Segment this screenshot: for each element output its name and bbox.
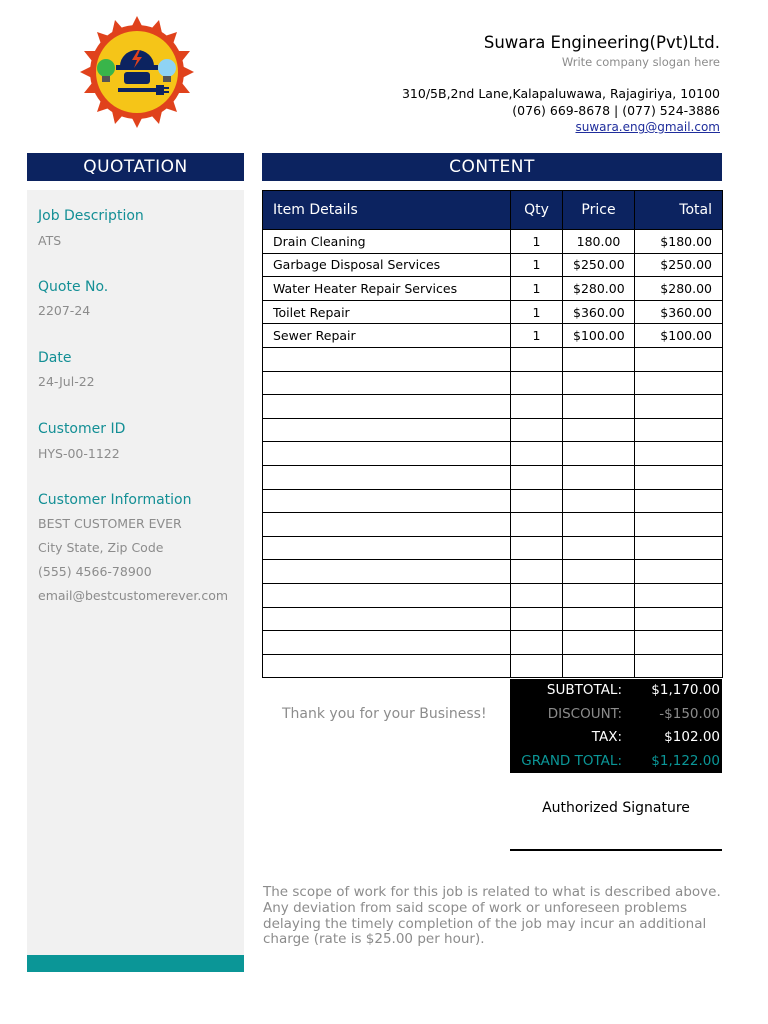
customer-name: BEST CUSTOMER EVER [38, 516, 182, 531]
cell-price [563, 631, 635, 655]
cell-price: $250.00 [563, 253, 635, 277]
table-row [263, 230, 723, 254]
table-row [263, 583, 723, 607]
cell-total [635, 536, 723, 560]
cell-item [263, 465, 511, 489]
cell-qty [511, 395, 563, 419]
date-value: 24-Jul-22 [38, 374, 95, 389]
customer-info-label: Customer Information [38, 492, 192, 508]
cell-item: Sewer Repair [263, 324, 511, 348]
table-row [263, 654, 723, 678]
company-phones: (076) 669-8678 | (077) 524-3886 [512, 103, 720, 118]
table-row [263, 513, 723, 537]
content-header: CONTENT [262, 153, 722, 181]
customer-email: email@bestcustomerever.com [38, 588, 229, 603]
cell-qty [511, 347, 563, 371]
date-label: Date [38, 350, 72, 366]
table-row [263, 347, 723, 371]
discount-label: DISCOUNT: [547, 705, 622, 722]
cell-qty [511, 371, 563, 395]
table-row [263, 277, 723, 301]
cell-total [635, 654, 723, 678]
thank-you-note: Thank you for your Business! [282, 706, 487, 722]
column-header-total: Total [635, 191, 723, 230]
cell-total [635, 465, 723, 489]
customer-id-label: Customer ID [38, 421, 126, 437]
cell-total [635, 489, 723, 513]
cell-item [263, 631, 511, 655]
table-row [263, 489, 723, 513]
cell-qty [511, 560, 563, 584]
signature-label: Authorized Signature [542, 800, 690, 816]
company-slogan: Write company slogan here [561, 55, 720, 69]
cell-qty [511, 631, 563, 655]
table-row [263, 253, 723, 277]
cell-item: Water Heater Repair Services [263, 277, 511, 301]
column-header-qty: Qty [511, 191, 563, 230]
column-header-price: Price [563, 191, 635, 230]
cell-price: $100.00 [563, 324, 635, 348]
cell-total: $360.00 [635, 300, 723, 324]
cell-item: Drain Cleaning [263, 230, 511, 254]
company-name: Suwara Engineering(Pvt)Ltd. [483, 33, 720, 52]
totals-box [510, 679, 722, 773]
cell-price [563, 513, 635, 537]
cell-qty [511, 418, 563, 442]
cell-price [563, 560, 635, 584]
cell-item [263, 442, 511, 466]
cell-qty: 1 [511, 230, 563, 254]
cell-qty [511, 536, 563, 560]
table-row [263, 607, 723, 631]
cell-total [635, 418, 723, 442]
cell-price [563, 395, 635, 419]
terms-text: The scope of work for this job is related to what is described above. Any deviation from said scope of work or unforeseen problems delaying the timely completion of the job may incur an additional charge (rate is $25.00 per hour). [263, 884, 721, 948]
company-address: 310/5B,2nd Lane,Kalapaluwawa, Rajagiriya, 10100 [401, 86, 720, 101]
cell-item [263, 395, 511, 419]
discount-row [510, 703, 722, 727]
tax-label: TAX: [591, 729, 622, 745]
cell-price [563, 442, 635, 466]
cell-qty [511, 654, 563, 678]
cell-item [263, 489, 511, 513]
cell-total: $250.00 [635, 253, 723, 277]
cell-qty [511, 607, 563, 631]
table-row [263, 371, 723, 395]
table-row [263, 395, 723, 419]
cell-price [563, 465, 635, 489]
cell-price [563, 489, 635, 513]
table-row [263, 536, 723, 560]
cell-price [563, 418, 635, 442]
cell-total: $180.00 [635, 230, 723, 254]
cell-qty [511, 489, 563, 513]
table-row [263, 631, 723, 655]
cell-item [263, 347, 511, 371]
cell-total: $100.00 [635, 324, 723, 348]
company-email-link[interactable]: suwara.eng@gmail.com [575, 120, 720, 134]
cell-item [263, 560, 511, 584]
table-row [263, 300, 723, 324]
tax-row [510, 726, 722, 750]
cell-qty: 1 [511, 253, 563, 277]
cell-item: Garbage Disposal Services [263, 253, 511, 277]
subtotal-row [510, 679, 722, 703]
cell-total [635, 442, 723, 466]
quote-no-label: Quote No. [38, 279, 109, 295]
cell-item: Toilet Repair [263, 300, 511, 324]
items-table [262, 190, 723, 678]
table-row [263, 442, 723, 466]
job-description-value: ATS [38, 233, 62, 248]
cell-qty [511, 465, 563, 489]
cell-total [635, 395, 723, 419]
cell-qty [511, 583, 563, 607]
cell-item [263, 654, 511, 678]
cell-total: $280.00 [635, 277, 723, 301]
cell-item [263, 536, 511, 560]
customer-phone: (555) 4566-78900 [38, 564, 152, 579]
cell-total [635, 631, 723, 655]
cell-price [563, 371, 635, 395]
job-description-label: Job Description [38, 208, 144, 224]
cell-qty: 1 [511, 300, 563, 324]
customer-id-value: HYS-00-1122 [38, 446, 120, 461]
cell-qty [511, 513, 563, 537]
cell-price: $280.00 [563, 277, 635, 301]
cell-total [635, 513, 723, 537]
cell-total [635, 560, 723, 584]
table-row [263, 418, 723, 442]
cell-qty: 1 [511, 324, 563, 348]
table-header-row [263, 191, 723, 230]
column-header-item: Item Details [263, 191, 511, 230]
discount-value: -$150.00 [659, 705, 720, 722]
quote-no-value: 2207-24 [38, 303, 91, 318]
subtotal-label: SUBTOTAL: [546, 682, 622, 698]
tax-value: $102.00 [664, 729, 720, 745]
table-row [263, 324, 723, 348]
cell-total [635, 371, 723, 395]
cell-item [263, 607, 511, 631]
cell-total [635, 347, 723, 371]
items-body [263, 230, 723, 678]
cell-qty [511, 442, 563, 466]
company-logo [72, 14, 202, 130]
signature-line [510, 849, 722, 851]
customer-city: City State, Zip Code [38, 540, 164, 555]
cell-price [563, 536, 635, 560]
cell-qty: 1 [511, 277, 563, 301]
cell-price: 180.00 [563, 230, 635, 254]
table-row [263, 465, 723, 489]
cell-price [563, 607, 635, 631]
table-row [263, 560, 723, 584]
cell-price [563, 583, 635, 607]
subtotal-value: $1,170.00 [651, 682, 720, 698]
grand-total-label: GRAND TOTAL: [521, 752, 622, 769]
grand-total-row [510, 750, 722, 774]
cell-item [263, 513, 511, 537]
cell-item [263, 418, 511, 442]
quotation-header: QUOTATION [27, 153, 244, 181]
cell-total [635, 607, 723, 631]
panel-footer-bar [27, 955, 244, 972]
cell-price [563, 347, 635, 371]
cell-item [263, 371, 511, 395]
cell-price [563, 654, 635, 678]
cell-price: $360.00 [563, 300, 635, 324]
cell-total [635, 583, 723, 607]
grand-total-value: $1,122.00 [651, 752, 720, 769]
cell-item [263, 583, 511, 607]
